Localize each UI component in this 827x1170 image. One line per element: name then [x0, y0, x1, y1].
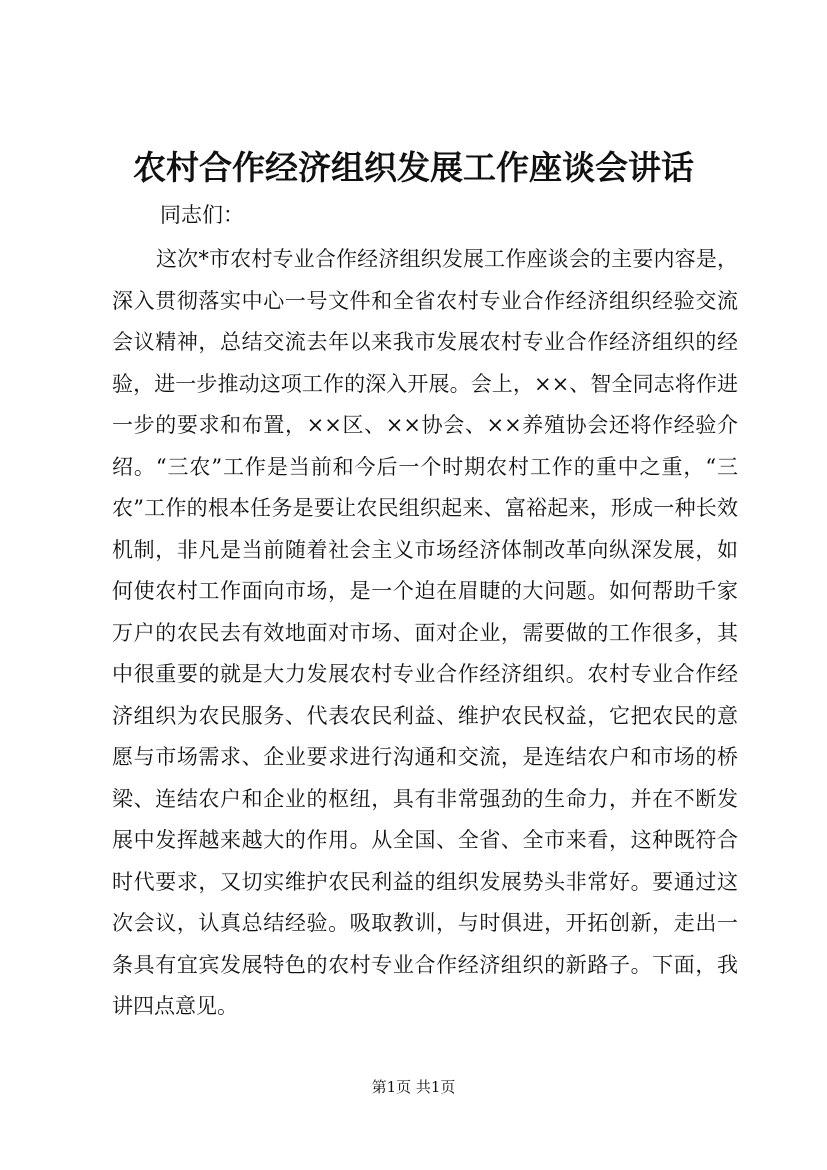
page-footer: 第1页 共1页 [371, 1078, 456, 1096]
document-title: 农村合作经济组织发展工作座谈会讲话 [133, 148, 694, 187]
body-paragraph: 这次*市农村专业合作经济组织发展工作座谈会的主要内容是，深入贯彻落实中心一号文件和全省农村专业合作经济组织经验交流会议精神，总结交流去年以来我市发展农村专业合作经济组织的经验，进一步推动这项工作的深入开展。会上，××、智全同志将作进一步的要求和布置，××区、××协会、××养殖协会还将作经验介绍。“三农”工作是当前和今后一个时期农村工作的重中之重，“三农”工作的根本任务是要让农民组织起来、富裕起来，形成一种长效机制，非凡是当前随着社会主义市场经济体制改革向纵深发展，如何使农村工作面向市场，是一个迫在眉睫的大问题。如何帮助千家万户的农民去有效地面对市场、面对企业，需要做的工作很多，其中很重要的就是大力发展农村专业合作经济组织。农村专业合作经济组织为农民服务、代表农民利益、维护农民权益，它把农民的意愿与市场需求、企业要求进行沟通和交流，是连结农户和市场的桥梁、连结农户和企业的枢纽，具有非常强劲的生命力，并在不断发展中发挥越来越大的作用。从全国、全省、全市来看，这种既符合时代要求，又切实维护农民利益的组织发展势头非常好。要通过这次会议，认真总结经验。吸取教训，与时俱进，开拓创新，走出一条具有宜宾发展特色的农村专业合作经济组织的新路子。下面，我讲四点意见。 [112, 247, 738, 1018]
salutation: 同志们： [160, 203, 244, 227]
